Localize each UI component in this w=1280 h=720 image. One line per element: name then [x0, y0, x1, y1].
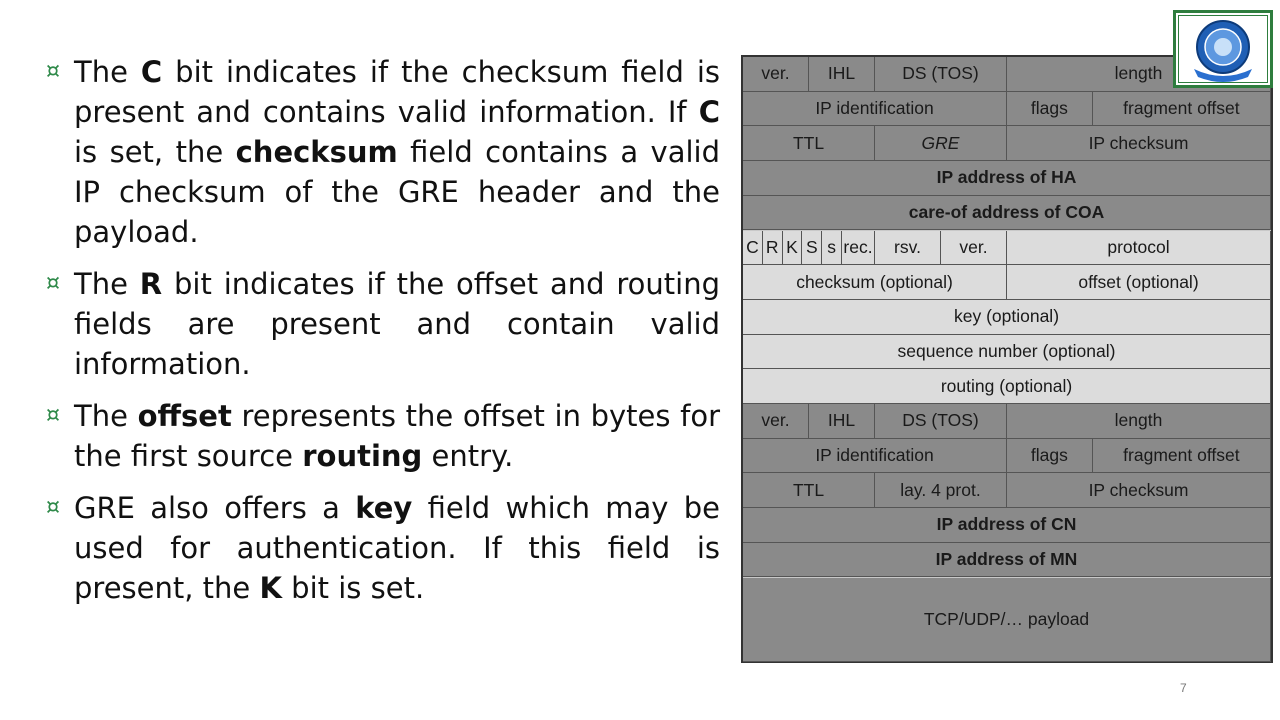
diagram-field: flags	[1007, 92, 1093, 127]
diagram-field: length	[1007, 404, 1271, 439]
bullet-bold-term: checksum	[235, 135, 398, 169]
diagram-field: ver.	[743, 57, 809, 92]
diagram-field: TCP/UDP/… payload	[743, 578, 1271, 662]
diagram-field: IHL	[809, 404, 875, 439]
diagram-field: rsv.	[875, 231, 941, 266]
bullet-marker-icon: ¤	[46, 495, 60, 520]
bullet-text: is set, the	[74, 135, 236, 169]
diagram-field: care-of address of COA	[743, 196, 1271, 231]
bullet-marker-icon: ¤	[46, 59, 60, 84]
diagram-field: TTL	[743, 473, 875, 508]
bullet-bold-term: K	[259, 571, 282, 605]
page-number: 7	[1180, 681, 1187, 695]
diagram-field: GRE	[875, 126, 1007, 161]
bullet-text: represents the offset in bytes for the first source	[74, 399, 721, 473]
diagram-field: ver.	[941, 231, 1007, 266]
diagram-field: protocol	[1007, 231, 1271, 266]
diagram-field: ver.	[743, 404, 809, 439]
diagram-field: lay. 4 prot.	[875, 473, 1007, 508]
institution-logo	[1173, 10, 1273, 88]
bullet-text: The	[74, 399, 138, 433]
diagram-field: flags	[1007, 439, 1093, 474]
diagram-field: fragment offset	[1093, 92, 1271, 127]
diagram-field: routing (optional)	[743, 369, 1271, 404]
bullet-text: GRE also offers a	[74, 491, 356, 525]
diagram-field: R	[763, 231, 783, 266]
bullet-item	[46, 52, 720, 252]
bullet-item	[46, 396, 720, 476]
gre-packet-diagram	[741, 55, 1273, 663]
diagram-field: IP checksum	[1007, 473, 1271, 508]
bullet-item	[46, 264, 720, 384]
bullet-bold-term: C	[698, 95, 720, 129]
diagram-field: K	[783, 231, 803, 266]
bullet-bold-term: offset	[137, 399, 232, 433]
bullet-list	[46, 52, 720, 620]
bullet-text: The	[74, 55, 141, 89]
bullet-text: The	[74, 267, 140, 301]
bullet-text: bit is set.	[281, 571, 425, 605]
bullet-text: bit indicates if the offset and routing fields are present and contain valid information.	[74, 267, 720, 381]
diagram-field: DS (TOS)	[875, 57, 1007, 92]
diagram-field: IP address of HA	[743, 161, 1271, 196]
bullet-text: field which may be used for authentication. If this field is present, the	[74, 491, 720, 605]
bullet-bold-term: routing	[302, 439, 423, 473]
diagram-field: s	[822, 231, 842, 266]
diagram-field: rec.	[842, 231, 875, 266]
bullet-text: field contains a valid IP checksum of the GRE header and the payload.	[74, 135, 721, 249]
diagram-field: checksum (optional)	[743, 265, 1007, 300]
bullet-item	[46, 488, 720, 608]
diagram-field: length	[1007, 57, 1271, 92]
diagram-field: C	[743, 231, 763, 266]
bullet-marker-icon: ¤	[46, 271, 60, 296]
diagram-field: fragment offset	[1093, 439, 1271, 474]
diagram-field: offset (optional)	[1007, 265, 1271, 300]
diagram-field: IP address of CN	[743, 508, 1271, 543]
bullet-bold-term: C	[140, 55, 163, 89]
diagram-field: IP checksum	[1007, 126, 1271, 161]
diagram-field: DS (TOS)	[875, 404, 1007, 439]
seal-icon	[1186, 17, 1260, 83]
diagram-field: IP address of MN	[743, 543, 1271, 578]
diagram-field: IHL	[809, 57, 875, 92]
diagram-field: sequence number (optional)	[743, 335, 1271, 370]
diagram-field: IP identification	[743, 92, 1007, 127]
diagram-field: S	[802, 231, 822, 266]
bullet-text: entry.	[422, 439, 514, 473]
bullet-bold-term: key	[355, 491, 413, 525]
diagram-field: TTL	[743, 126, 875, 161]
diagram-field: IP identification	[743, 439, 1007, 474]
bullet-marker-icon: ¤	[46, 403, 60, 428]
bullet-bold-term: R	[139, 267, 163, 301]
bullet-text: bit indicates if the checksum field is present and contains valid information. If	[74, 55, 720, 129]
diagram-field: key (optional)	[743, 300, 1271, 335]
